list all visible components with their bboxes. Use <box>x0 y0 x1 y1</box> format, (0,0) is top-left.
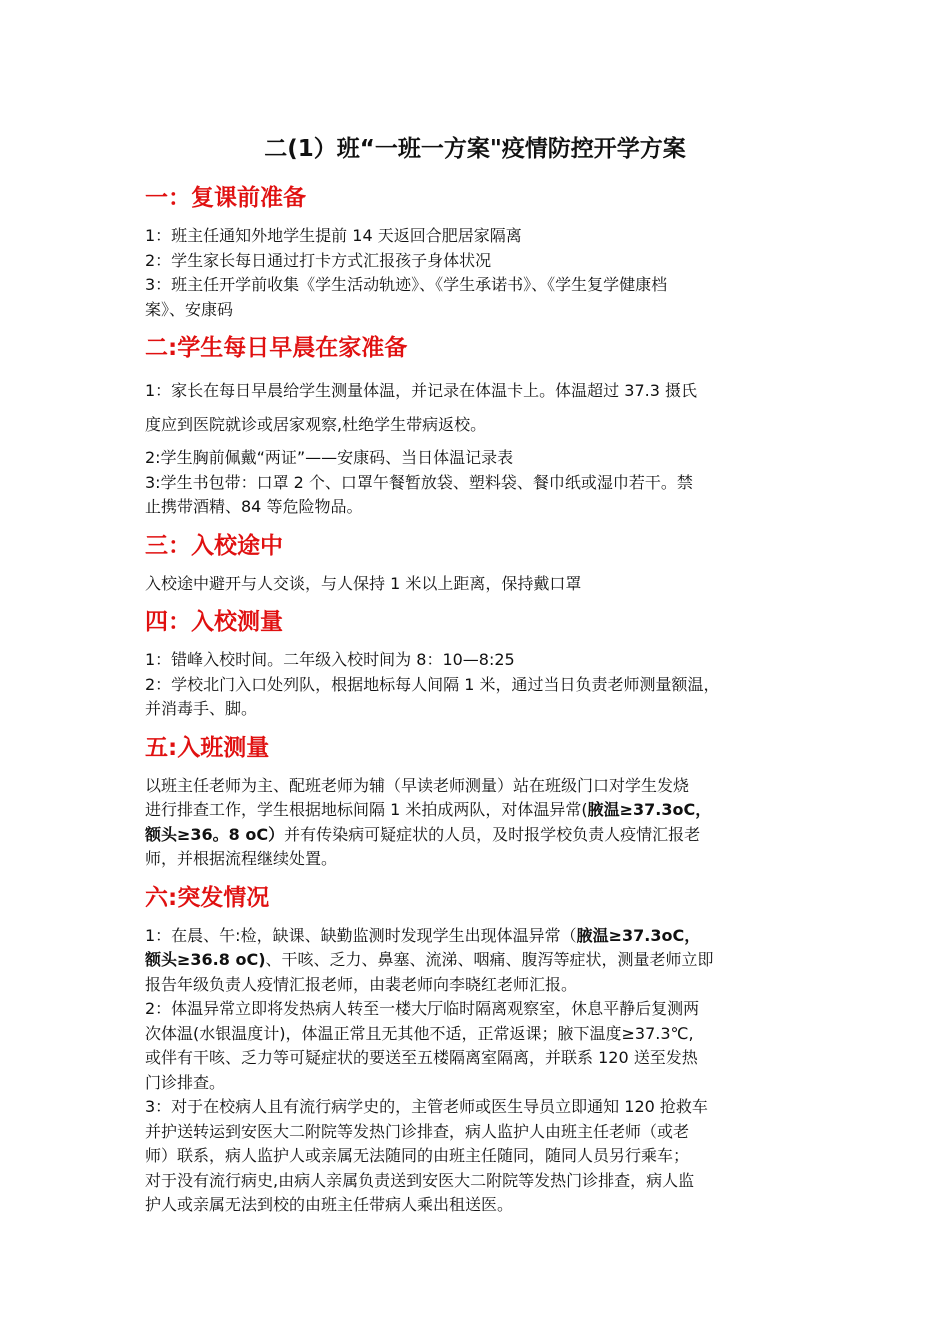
paragraph: 2:学生胸前佩戴“两证”——安康码、当日体温记录表 <box>145 448 514 467</box>
paragraph: 案》、安康码 <box>145 299 234 319</box>
section-heading: 二:学生每日早晨在家准备 <box>145 335 408 361</box>
section-heading: 一：复课前准备 <box>145 185 306 211</box>
paragraph: 报告年级负责人疫情汇报老师，由裴老师向李晓红老师汇报。 <box>145 974 578 994</box>
text-run: 1：在晨、午:检，缺课、缺勤监测时发现学生出现体温异常（ <box>145 925 577 945</box>
paragraph: 入校途中避开与人交谈，与人保持 1 米以上距离，保持戴口罩 <box>145 573 582 593</box>
text-run: 进行排查工作，学生根据地标间隔 1 米拍成两队，对体温异常( <box>145 800 588 819</box>
section-entrance-measurement <box>145 602 813 722</box>
paragraph: 并护送转运到安医大二附院等发热门诊排查，病人监护人由班主任老师（或老 <box>145 1121 690 1141</box>
paragraph <box>145 948 813 973</box>
section-classroom-measurement <box>145 728 813 872</box>
paragraph: 以班主任老师为主、配班老师为辅（早读老师测量）站在班级门口对学生发烧 <box>145 775 690 795</box>
paragraph: 1：家长在每日早晨给学生测量体温，并记录在体温卡上。体温超过 37.3 摄氏 <box>145 381 697 400</box>
document-title: 二(1）班“一班一方案"疫情防控开学方案 <box>264 136 686 162</box>
section-heading: 三：入校途中 <box>145 532 283 559</box>
paragraph <box>145 798 813 823</box>
section-heading: 四：入校测量 <box>145 609 283 635</box>
paragraph: 1：错峰入校时间。二年级入校时间为 8：10—8:25 <box>145 650 515 669</box>
paragraph: 门诊排查。 <box>145 1072 226 1092</box>
paragraph <box>145 823 813 848</box>
paragraph: 3:学生书包带：口罩 2 个、口罩午餐暂放袋、塑料袋、餐巾纸或湿巾若干。禁 <box>145 472 693 492</box>
section-pre-class-preparation <box>145 178 813 322</box>
bold-text: 额头≥36。8 oC） <box>145 824 285 844</box>
paragraph: 3：对于在校病人且有流行病学史的，主管老师或医生导员立即通知 120 抢救车 <box>145 1097 708 1116</box>
text-run: 并有传染病可疑症状的人员，及时报学校负责人疫情汇报老 <box>284 824 701 844</box>
section-heading: 五:入班测量 <box>145 734 270 761</box>
paragraph: 1：班主任通知外地学生提前 14 天返回合肥居家隔离 <box>145 226 522 245</box>
paragraph: 次体温(水银温度计)，体温正常且无其他不适，正常返课；腋下温度≥37.3℃, <box>145 1023 694 1043</box>
paragraph: 或伴有干咳、乏力等可疑症状的要送至五楼隔离室隔离，并联系 120 送至发热 <box>145 1048 698 1067</box>
paragraph: 度应到医院就诊或居家观察,杜绝学生带病返校。 <box>145 415 487 434</box>
paragraph: 并消毒手、脚。 <box>145 699 258 718</box>
paragraph <box>145 924 813 949</box>
document-body <box>145 178 813 1218</box>
paragraph: 对于没有流行病史,由病人亲属负责送到安医大二附院等发热门诊排查，病人监 <box>145 1170 695 1190</box>
section-on-the-way-to-school <box>145 526 813 597</box>
text-run: 、干咳、乏力、鼻塞、流涕、咽痛、腹泻等症状，测量老师立即 <box>265 950 714 969</box>
paragraph: 3：班主任开学前收集《学生活动轨迹》、《学生承诺书》、《学生复学健康档 <box>145 275 668 294</box>
paragraph: 止携带酒精、84 等危险物品。 <box>145 497 363 516</box>
paragraph: 2：学生家长每日通过打卡方式汇报孩子身体状况 <box>145 250 492 270</box>
paragraph: 2：学校北门入口处列队，根据地标每人间隔 1 米，通过当日负责老师测量额温， <box>145 674 720 694</box>
paragraph: 护人或亲属无法到校的由班主任带病人乘出租送医。 <box>145 1195 514 1214</box>
section-heading: 六:突发情况 <box>145 884 270 911</box>
paragraph: 师）联系，病人监护人或亲属无法随同的由班主任随同，随同人员另行乘车； <box>145 1146 690 1165</box>
bold-text: 腋温≥37.3oC， <box>587 800 712 819</box>
bold-text: 腋温≥37.3oC， <box>576 925 701 945</box>
paragraph: 师，并根据流程继续处置。 <box>145 849 338 868</box>
bold-text: 额头≥36.8 oC) <box>145 950 266 969</box>
paragraph: 2：体温异常立即将发热病人转至一楼大厅临时隔离观察室，休息平静后复测两 <box>145 999 700 1018</box>
section-emergency-situations <box>145 878 813 1218</box>
section-home-morning-preparation <box>145 328 813 520</box>
